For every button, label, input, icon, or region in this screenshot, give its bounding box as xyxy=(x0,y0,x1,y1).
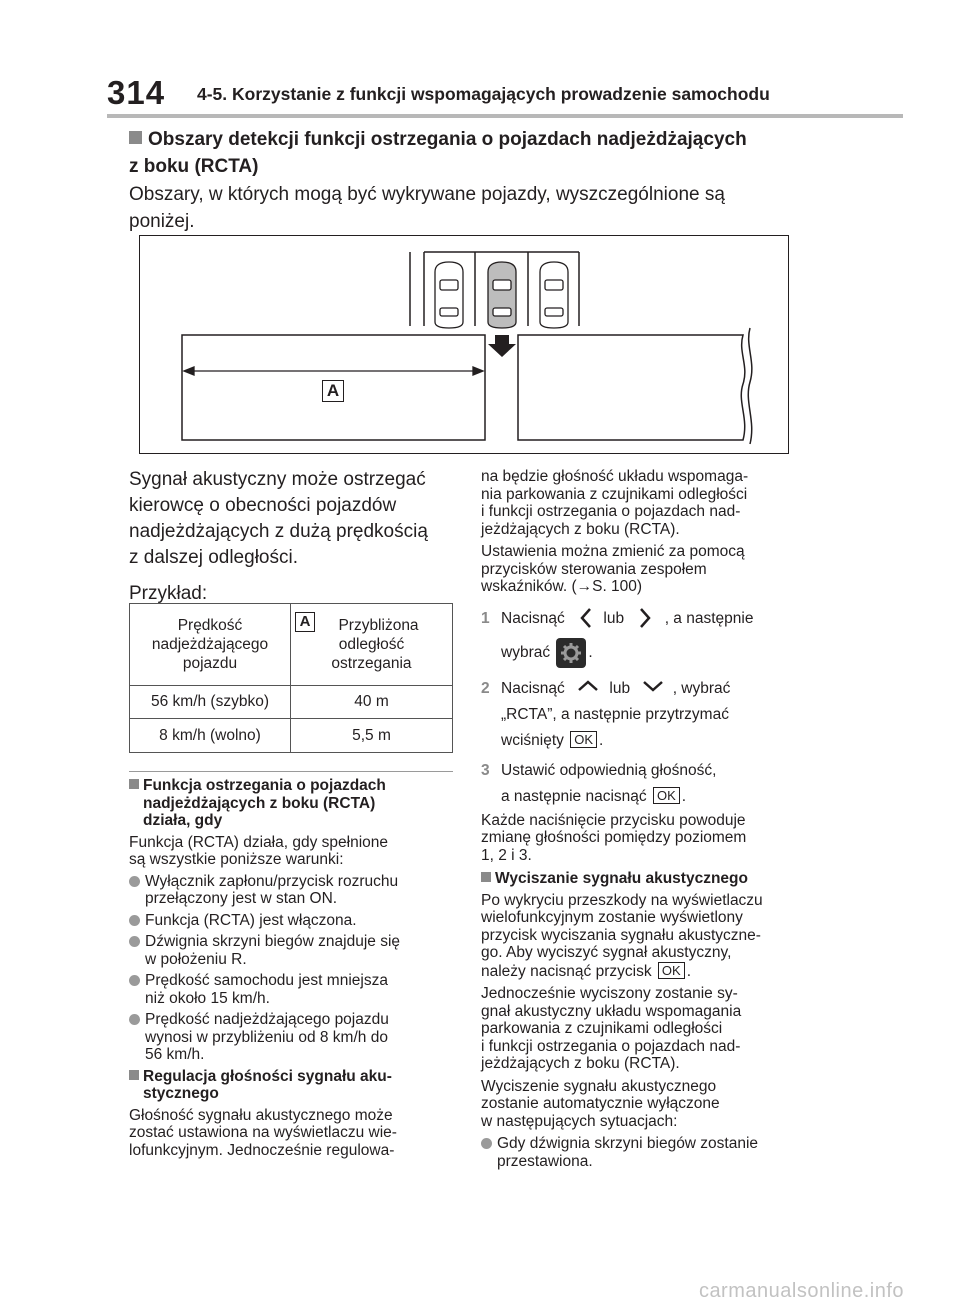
step-text: Nacisnąć xyxy=(501,609,565,627)
ok-button-icon: OK xyxy=(658,962,685,979)
table-cell-distance: 40 m xyxy=(291,686,453,719)
text-line: z dalszej odległości. xyxy=(129,547,298,568)
right-paragraph xyxy=(481,543,811,596)
text-line: przełączony jest w stan ON. xyxy=(145,890,338,907)
right-paragraph xyxy=(481,812,811,865)
title-line: Funkcja ostrzegania o pojazdach xyxy=(143,777,386,794)
example-label: Przykład: xyxy=(129,583,208,604)
text-line: jeżdżających z boku (RCTA). xyxy=(481,1055,680,1072)
text-line: lofunkcyjnym. Jednocześnie regulowa- xyxy=(129,1141,395,1159)
zone-label-a: A xyxy=(322,380,344,402)
step-text: wybrać xyxy=(501,643,551,661)
step-text: . xyxy=(599,731,604,749)
header-line: odległość xyxy=(338,636,405,653)
step-text: Ustawić odpowiednią głośność, xyxy=(501,761,717,779)
text-line: . xyxy=(686,962,691,980)
section-heading-line1: Obszary detekcji funkcji ostrzegania o pojazdach nadjeżdżających xyxy=(148,129,747,150)
chevron-up-icon xyxy=(577,679,599,693)
table-row xyxy=(130,686,453,719)
text-line: kierowcę o obecności pojazdów xyxy=(129,495,397,516)
text-line: Ustawienia można zmienić za pomocą xyxy=(481,543,745,560)
step-text: lub xyxy=(609,679,631,697)
step-text: , a następnie xyxy=(664,609,754,627)
text-line: Dźwignia skrzyni biegów znajduje się xyxy=(145,933,401,950)
text-line: i funkcji ostrzegania o pojazdach nad- xyxy=(481,503,741,520)
list-item xyxy=(481,1135,811,1170)
step-text: . xyxy=(681,787,687,805)
step-number: 2 xyxy=(481,679,490,697)
subsection-body xyxy=(481,892,811,981)
text-line: Gdy dźwignia skrzyni biegów zostanie xyxy=(497,1135,759,1152)
parked-car-icon xyxy=(435,262,463,328)
subsection-body xyxy=(129,834,459,869)
ok-button-icon: OK xyxy=(653,787,680,804)
table-header-speed xyxy=(130,604,291,686)
right-column xyxy=(481,468,811,1174)
title-line: Regulacja głośności sygnału aku- xyxy=(143,1067,392,1085)
title-line: stycznego xyxy=(143,1085,219,1102)
subsection-title-mute xyxy=(481,870,811,888)
subsection-body xyxy=(481,985,811,1073)
text-line: parkowania z czujnikami odległości xyxy=(481,1020,723,1037)
list-item xyxy=(129,912,459,930)
chapter-title: 4-5. Korzystanie z funkcji wspomagających prowadzenie samochodu xyxy=(197,84,770,104)
text-line: 56 km/h. xyxy=(145,1046,205,1063)
step-text: a następnie nacisnąć xyxy=(501,787,647,805)
text-line: w położeniu R. xyxy=(145,950,247,968)
text-line: Funkcja (RCTA) działa, gdy spełnione xyxy=(129,833,389,851)
text-line: Funkcja (RCTA) jest włączona. xyxy=(145,911,357,929)
reverse-arrow-icon xyxy=(488,335,516,357)
left-subsections xyxy=(129,777,459,1159)
header-line: Przybliżona xyxy=(338,617,419,634)
step-text: Nacisnąć xyxy=(501,679,565,697)
list-item xyxy=(129,972,459,1007)
ok-button-icon: OK xyxy=(570,731,597,748)
bullet-dot-icon xyxy=(129,1014,140,1025)
text-line: są wszystkie poniższe warunki: xyxy=(129,851,344,868)
page-number: 314 xyxy=(107,74,166,111)
intro-line: poniżej. xyxy=(129,211,195,232)
title-line: działa, gdy xyxy=(143,812,223,829)
text-line: Wyłącznik zapłonu/przycisk rozruchu xyxy=(145,872,399,890)
text-line: zmianę głośności pomiędzy poziomem xyxy=(481,829,747,846)
step-number: 3 xyxy=(481,761,490,779)
parking-lot-illustration xyxy=(140,236,787,452)
section-intro xyxy=(129,181,889,235)
subsection-title-volume xyxy=(129,1068,459,1103)
text-line: przestawiona. xyxy=(497,1152,593,1170)
subsection-title-rcta xyxy=(129,777,459,830)
header-line: ostrzegania xyxy=(331,655,412,672)
text-line: zostanie automatycznie wyłączone xyxy=(481,1095,720,1112)
square-bullet-icon xyxy=(129,1070,139,1080)
chevron-down-icon xyxy=(642,679,664,693)
table-header-row xyxy=(130,604,453,686)
text-line: przycisków sterowania zespołem xyxy=(481,560,707,578)
step-text: lub xyxy=(603,609,625,627)
section-heading-line2: z boku (RCTA) xyxy=(129,156,259,177)
bullet-dot-icon xyxy=(129,936,140,947)
footer-watermark: carmanualsonline.info xyxy=(698,1280,904,1302)
left-paragraph xyxy=(129,467,459,607)
list-item xyxy=(129,933,459,968)
text-line: zostać ustawiona na wyświetlaczu wie- xyxy=(129,1124,397,1141)
warning-distance-table xyxy=(129,603,453,753)
distance-arrow xyxy=(184,367,483,375)
text-line: Jednocześnie wyciszony zostanie sy- xyxy=(481,985,738,1002)
subsection-body xyxy=(481,1078,811,1131)
header-line: pojazdu xyxy=(182,655,238,672)
text-line: Wyciszenie sygnału akustycznego xyxy=(481,1077,717,1095)
bullet-dot-icon xyxy=(481,1138,492,1149)
text-line: w następujących sytuacjach: xyxy=(481,1112,678,1130)
text-line: przycisk wyciszania sygnału akustyczne- xyxy=(481,926,761,944)
left-divider xyxy=(129,771,453,772)
bullet-dot-icon xyxy=(129,975,140,986)
text-line: jeżdżających z boku (RCTA). xyxy=(481,520,680,538)
text-line: należy nacisnąć przycisk xyxy=(481,962,652,980)
subsection-body xyxy=(129,1107,459,1160)
table-cell-speed: 8 km/h (wolno) xyxy=(130,719,291,753)
header-divider xyxy=(107,114,903,118)
title-line: nadjeżdżających z boku (RCTA) xyxy=(143,794,376,812)
table-cell-speed: 56 km/h (szybko) xyxy=(130,686,291,719)
text-line: 1, 2 i 3. xyxy=(481,846,532,864)
settings-gear-icon xyxy=(556,638,586,668)
text-line: go. Aby wyciszyć sygnał akustyczny, xyxy=(481,944,732,961)
square-bullet-icon xyxy=(481,872,491,882)
text-line: niż około 15 km/h. xyxy=(145,989,270,1007)
rcta-detection-diagram xyxy=(139,235,789,454)
step-number: 1 xyxy=(481,609,490,627)
table-cell-distance: 5,5 m xyxy=(291,719,453,753)
step-1 xyxy=(481,606,811,668)
title-line: Wyciszanie sygnału akustycznego xyxy=(495,870,748,887)
text-line: nia parkowania z czujnikami odległości xyxy=(481,485,748,503)
text-line: wynosi w przybliżeniu od 8 km/h do xyxy=(145,1028,388,1046)
zone-badge-a: A xyxy=(295,612,315,632)
text-line: Głośność sygnału akustycznego może xyxy=(129,1106,393,1124)
chevron-right-icon xyxy=(638,607,652,629)
intro-line: Obszary, w których mogą być wykrywane pojazdy, wyszczególnione są xyxy=(129,184,725,205)
text-line: na będzie głośność układu wspomaga- xyxy=(481,468,749,485)
bullet-dot-icon xyxy=(129,915,140,926)
step-text: . xyxy=(588,643,593,661)
text-line: Po wykryciu przeszkody na wyświetlaczu xyxy=(481,891,763,909)
step-text: wciśnięty xyxy=(501,731,564,749)
list-item xyxy=(129,873,459,908)
bullet-dot-icon xyxy=(129,876,140,887)
header-line: Prędkość xyxy=(177,617,243,634)
step-text: , wybrać xyxy=(672,679,731,697)
text-line: wielofunkcyjnym zostanie wyświetlony xyxy=(481,909,743,926)
table-header-distance xyxy=(291,604,453,686)
text-line: nadjeżdżających z dużą prędkością xyxy=(129,521,428,542)
text-line: Prędkość samochodu jest mniejsza xyxy=(145,972,388,989)
square-bullet-icon xyxy=(129,131,142,144)
text-line: wskaźników. (→S. 100) xyxy=(481,578,643,595)
text-line: Sygnał akustyczny może ostrzegać xyxy=(129,469,426,490)
square-bullet-icon xyxy=(129,779,139,789)
text-line: Prędkość nadjeżdżającego pojazdu xyxy=(145,1011,389,1028)
text-line: i funkcji ostrzegania o pojazdach nad- xyxy=(481,1037,741,1055)
header-line: nadjeżdżającego xyxy=(151,636,269,653)
text-line: Każde naciśnięcie przycisku powoduje xyxy=(481,811,746,829)
table-row xyxy=(130,719,453,753)
step-2 xyxy=(481,676,811,754)
chevron-left-icon xyxy=(579,607,593,629)
list-item xyxy=(129,1011,459,1064)
step-text: „RCTA”, a następnie przytrzymać xyxy=(501,705,729,723)
section-heading xyxy=(129,126,889,180)
text-line: gnał akustyczny układu wspomagania xyxy=(481,1002,742,1020)
right-paragraph xyxy=(481,468,811,538)
step-3 xyxy=(481,758,811,810)
